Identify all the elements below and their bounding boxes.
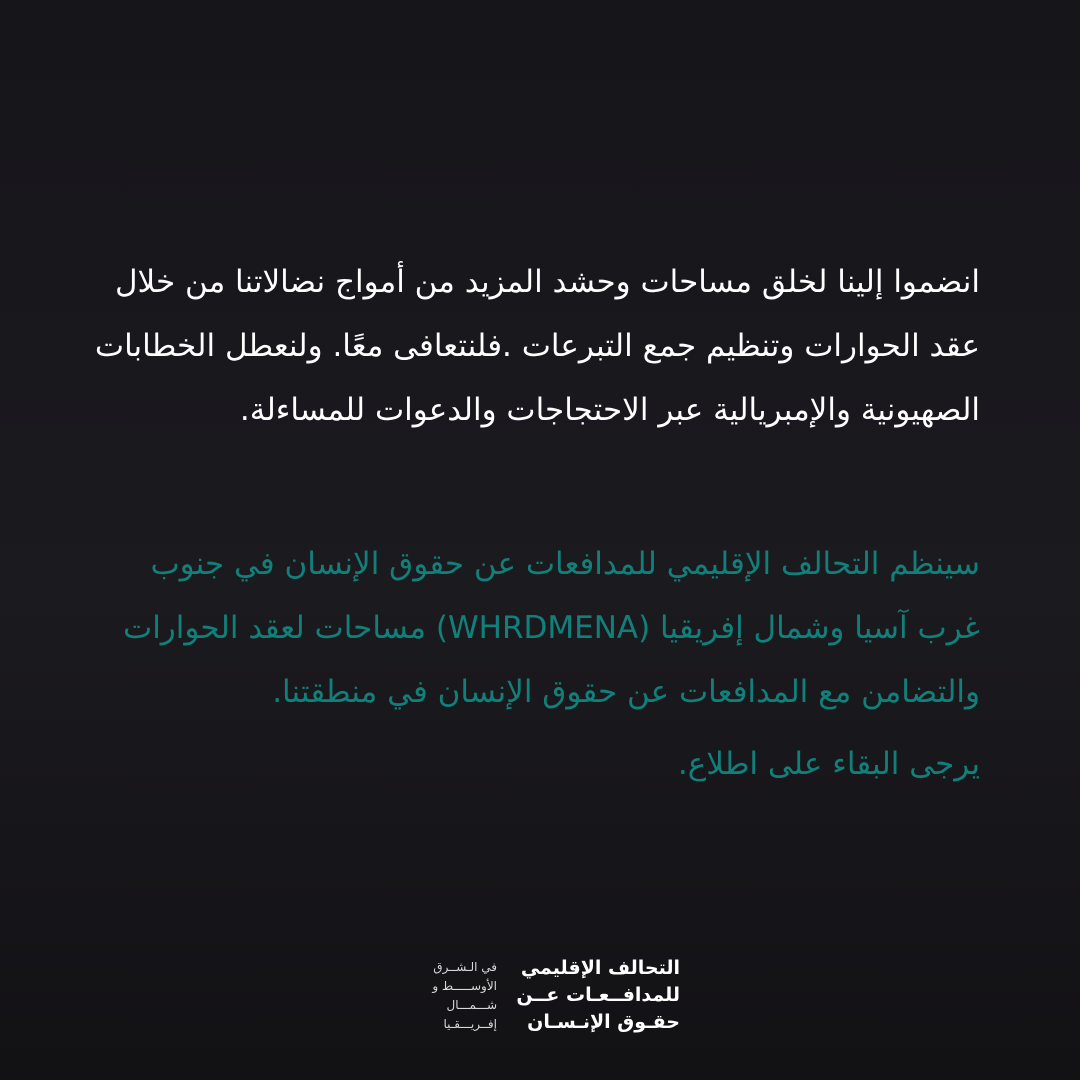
logo-region-text xyxy=(405,958,497,1034)
intro-paragraph: انضموا إلينا لخلق مساحات وحشد المزيد من أمواج نضالاتنا من خلال عقد الحوارات وتنظيم جمع التبرعات .فلنتعافى معًا. ولنعطل الخطابات الصهيونية والإمبريالية عبر الاحتجاجات والدعوات للمساءلة. xyxy=(94,264,980,428)
logo-main-text xyxy=(505,955,680,1036)
coalition-logo xyxy=(405,955,680,1037)
logo-line-2: للمدافــعـات عــن xyxy=(516,984,680,1006)
logo-line-3: حقـوق الإنـسـان xyxy=(527,1011,680,1033)
logo-side-3: شـــمـــال xyxy=(446,998,497,1012)
logo-side-1: في الـشــرق xyxy=(433,960,497,974)
stay-tuned-text: يرجى البقاء على اطلاع. xyxy=(677,746,980,782)
logo-side-4: إفــريـــقـيا xyxy=(443,1017,497,1031)
logo-side-2: الأوســـــط و xyxy=(432,979,497,993)
logo-line-1: التحالف الإقليمي xyxy=(520,957,680,979)
announcement-paragraph: سينظم التحالف الإقليمي للمدافعات عن حقوق الإنسان في جنوب غرب آسيا وشمال إفريقيا (WHRDMENA) مساحات لعقد الحوارات والتضامن مع المدافعات عن حقوق الإنسان في منطقتنا. xyxy=(123,546,980,710)
